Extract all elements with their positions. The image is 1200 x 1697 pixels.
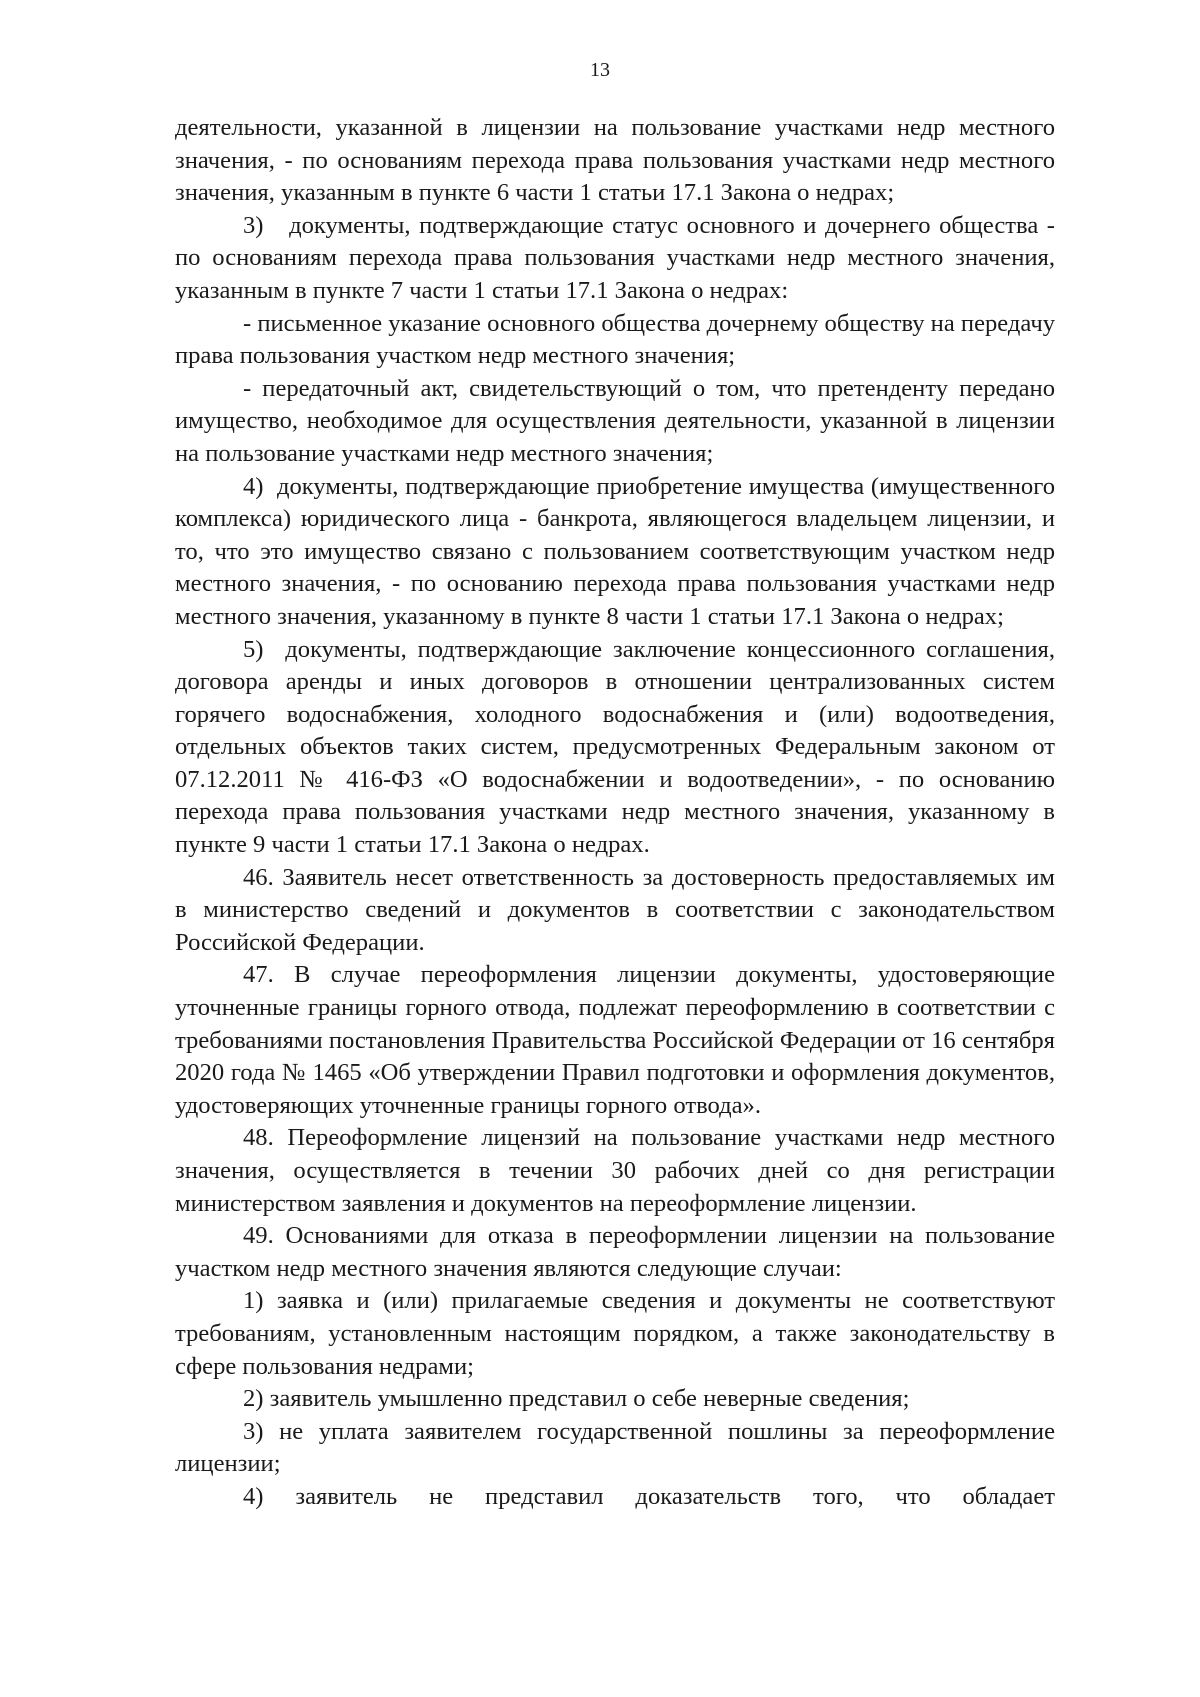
refusal-reason-3: 3) не уплата заявителем государственной пошлины за переоформление лицензии; — [175, 1417, 1055, 1478]
list-item-5: 5) документы, подтверждающие заключение концессионного соглашения, договора аренды и иных договоров в отношении централизованных систем горячего водоснабжения, холодного водоснабжения и (или) водоотведения, отдельных объектов таких систем, предусмотренных Федеральным законом от 07.12.2011 № 416-ФЗ «О водоснабжении и водоотведении», - по основанию перехода права пользования участками недр местного значения, указанному в пункте 9 части 1 статьи 17.1 Закона о недрах. — [175, 635, 1055, 859]
clause-49: 49. Основаниями для отказа в переоформлении лицензии на пользование участком недр местного значения являются следующие случаи: — [175, 1222, 1055, 1282]
clause-48: 48. Переоформление лицензий на пользование участками недр местного значения, осуществляется в течении 30 рабочих дней со дня регистрации министерством заявления и документов на переоформление лицензии. — [175, 1124, 1055, 1217]
document-body — [175, 112, 1055, 1514]
refusal-reason-1: 1) заявка и (или) прилагаемые сведения и документы не соответствуют требованиям, установленным настоящим порядком, а также законодательству в сфере пользования недрами; — [175, 1287, 1055, 1380]
page-number: 13 — [590, 59, 610, 81]
list-subitem-transfer-act: - передаточный акт, свидетельствующий о том, что претенденту передано имущество, необходимое для осуществления деятельности, указанной в лицензии на пользование участками недр местного значения; — [175, 374, 1055, 467]
clause-47: 47. В случае переоформления лицензии документы, удостоверяющие уточненные границы горного отвода, подлежат переоформлению в соответствии с требованиями постановления Правительства Российской Федерации от 16 сентября 2020 года № 1465 «Об утверждении Правил подготовки и оформления документов, удостоверяющих уточненные границы горного отвода». — [175, 961, 1055, 1119]
list-item-4: 4) документы, подтверждающие приобретение имущества (имущественного комплекса) юридического лица - банкрота, являющегося владельцем лицензии, и то, что это имущество связано с пользованием соответствующим участком недр местного значения, - по основанию перехода права пользования участками недр местного значения, указанному в пункте 8 части 1 статьи 17.1 Закона о недрах; — [175, 472, 1055, 630]
clause-46: 46. Заявитель несет ответственность за достоверность предоставляемых им в министерство сведений и документов в соответствии с законодательством Российской Федерации. — [175, 863, 1055, 956]
refusal-reason-2: 2) заявитель умышленно представил о себе неверные сведения; — [243, 1385, 910, 1413]
list-item-3: 3) документы, подтверждающие статус основного и дочернего общества - по основаниям перехода права пользования участками недр местного значения, указанным в пункте 7 части 1 статьи 17.1 Закона о недрах: — [175, 211, 1055, 304]
list-subitem-written-instruction: - письменное указание основного общества дочернему обществу на передачу права пользования участком недр местного значения; — [175, 309, 1055, 370]
paragraph-continuation: деятельности, указанной в лицензии на пользование участками недр местного значения, - по основаниям перехода права пользования участками недр местного значения, указанным в пункте 6 части 1 статьи 17.1 Закона о недрах; — [175, 114, 1055, 207]
refusal-reason-4: 4) заявитель не представил доказательств того, что обладает — [243, 1482, 1055, 1510]
